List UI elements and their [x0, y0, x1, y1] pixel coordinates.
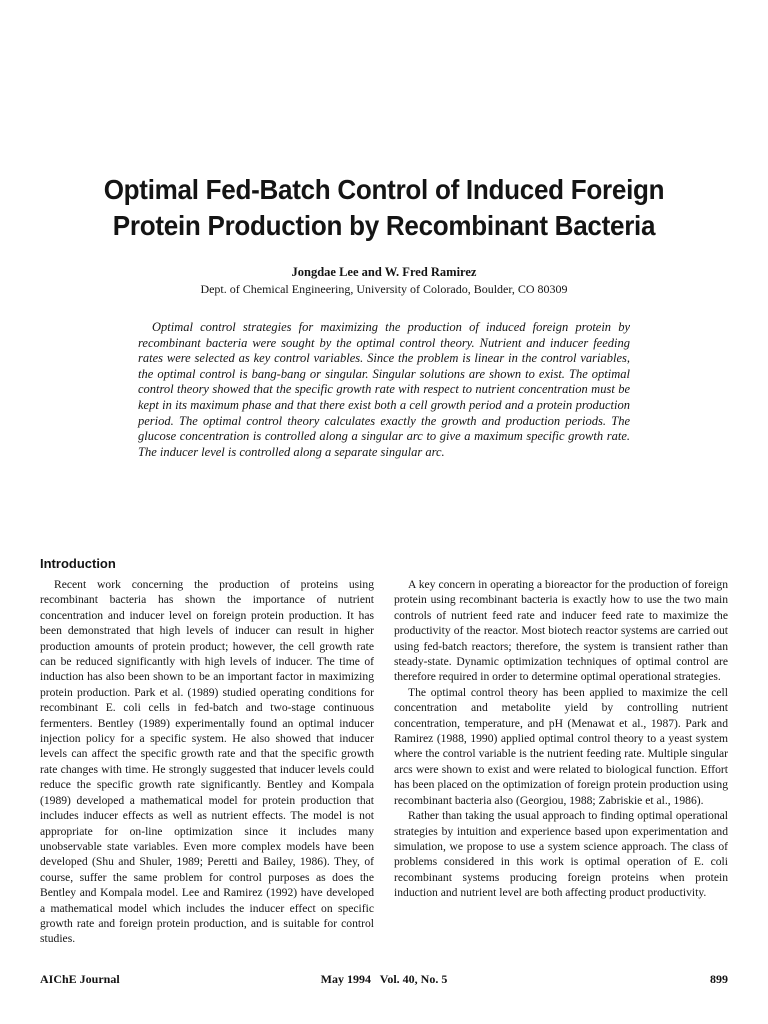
- paragraph: Recent work concerning the production of proteins using recombinant bacteria has shown the importance of nutrient concentration and inducer level on foreign protein production. It has been demonstrated that high levels of inducer can result in higher production amounts of protein product; however, the cell growth rate can be reduced significantly with high levels of inducer. The time of induction has also been shown to be an important factor in maximizing protein production. Park et al. (1989) studied operating conditions for recombinant E. coli cells in fed-batch and two-stage continuous fermenters. Bentley (1989) experimentally found an optimal inducer injection policy for a specific system. He also showed that inducer levels can affect the specific growth rate and that the specific growth rate changes with time. He strongly suggested that inducer levels could reduce the specific growth rate significantly. Bentley and Kompala (1989) developed a mathematical model for protein production that includes inducer effects as well as nutrient effects. The model is not appropriate for on-line optimization since it includes many unobservable state variables. Even more complex models have been developed (Shu and Shuler, 1989; Peretti and Bailey, 1986). They, of course, suffer the same problem for control purposes as does the Bentley and Kompala model. Lee and Ramirez (1992) have developed a mathematical model which includes the inducer effect on specific growth rate and foreign protein production, and is suitable for control studies.: [40, 578, 374, 946]
- journal-name: AIChE Journal: [40, 972, 120, 986]
- left-column: [40, 577, 374, 947]
- authors: Jongdae Lee and W. Fred Ramirez: [291, 265, 477, 279]
- issue-info: May 1994 Vol. 40, No. 5: [320, 972, 448, 986]
- paragraph: The optimal control theory has been applied to maximize the cell concentration and metabolite yield by controlling nutrient concentration, temperature, and pH (Menawat et al., 1987). Park and Ramirez (1988, 1990) applied optimal control theory to a yeast system where the control variable is the nutrient feeding rate. Multiple singular arcs were shown to exist and were related to biological function. Effort has been placed on the optimization of foreign protein production using recombinant bacteria also (Georgiou, 1988; Zabriskie et al., 1986).: [394, 685, 728, 807]
- abstract: Optimal control strategies for maximizing the production of induced foreign protein by recombinant bacteria were sought by the optimal control theory. Nutrient and inducer feeding rates were selected as key control variables. Since the problem is linear in the control variables, the optimal control is bang-bang or singular. Singular solutions are shown to exist. The optimal control theory showed that the specific growth rate with respect to nutrient concentration must be kept in its maximum phase and that there exist both a cell growth period and a protein production period. The optimal control theory calculates exactly the growth and production periods. The glucose concentration is controlled along a singular arc to give a maximum specific growth rate. The inducer level is controlled along a separate singular arc.: [138, 320, 630, 459]
- paragraph: A key concern in operating a bioreactor for the production of foreign protein using recombinant bacteria is exactly how to use the two main controls of nutrient feed rate and inducer feed rate to maximize the productivity of the reactor. Most biotech reactor systems are carried out using fed-batch reactors; therefore, the system is transient rather than steady-state. Dynamic optimization techniques of optimal control are therefore required in order to determine optimal operational strategies.: [394, 578, 728, 684]
- article-title: [64, 172, 704, 244]
- title-line-2: Protein Production by Recombinant Bacteria: [112, 210, 656, 241]
- paragraph: Rather than taking the usual approach to finding optimal operational strategies by intuition and experience based upon experimentation and simulation, we propose to use a system science approach. The class of problems considered in this work is optimal operation of E. coli recombinant systems producing foreign proteins when protein induction and nutrient level are both affecting product productivity.: [394, 809, 728, 900]
- page-footer: [40, 972, 728, 988]
- title-line-1: Optimal Fed-Batch Control of Induced Foreign: [103, 174, 665, 205]
- affiliation: Dept. of Chemical Engineering, University of Colorado, Boulder, CO 80309: [200, 282, 568, 296]
- right-column: [394, 577, 728, 901]
- page-number: 899: [710, 972, 728, 986]
- section-heading: Introduction: [40, 556, 116, 571]
